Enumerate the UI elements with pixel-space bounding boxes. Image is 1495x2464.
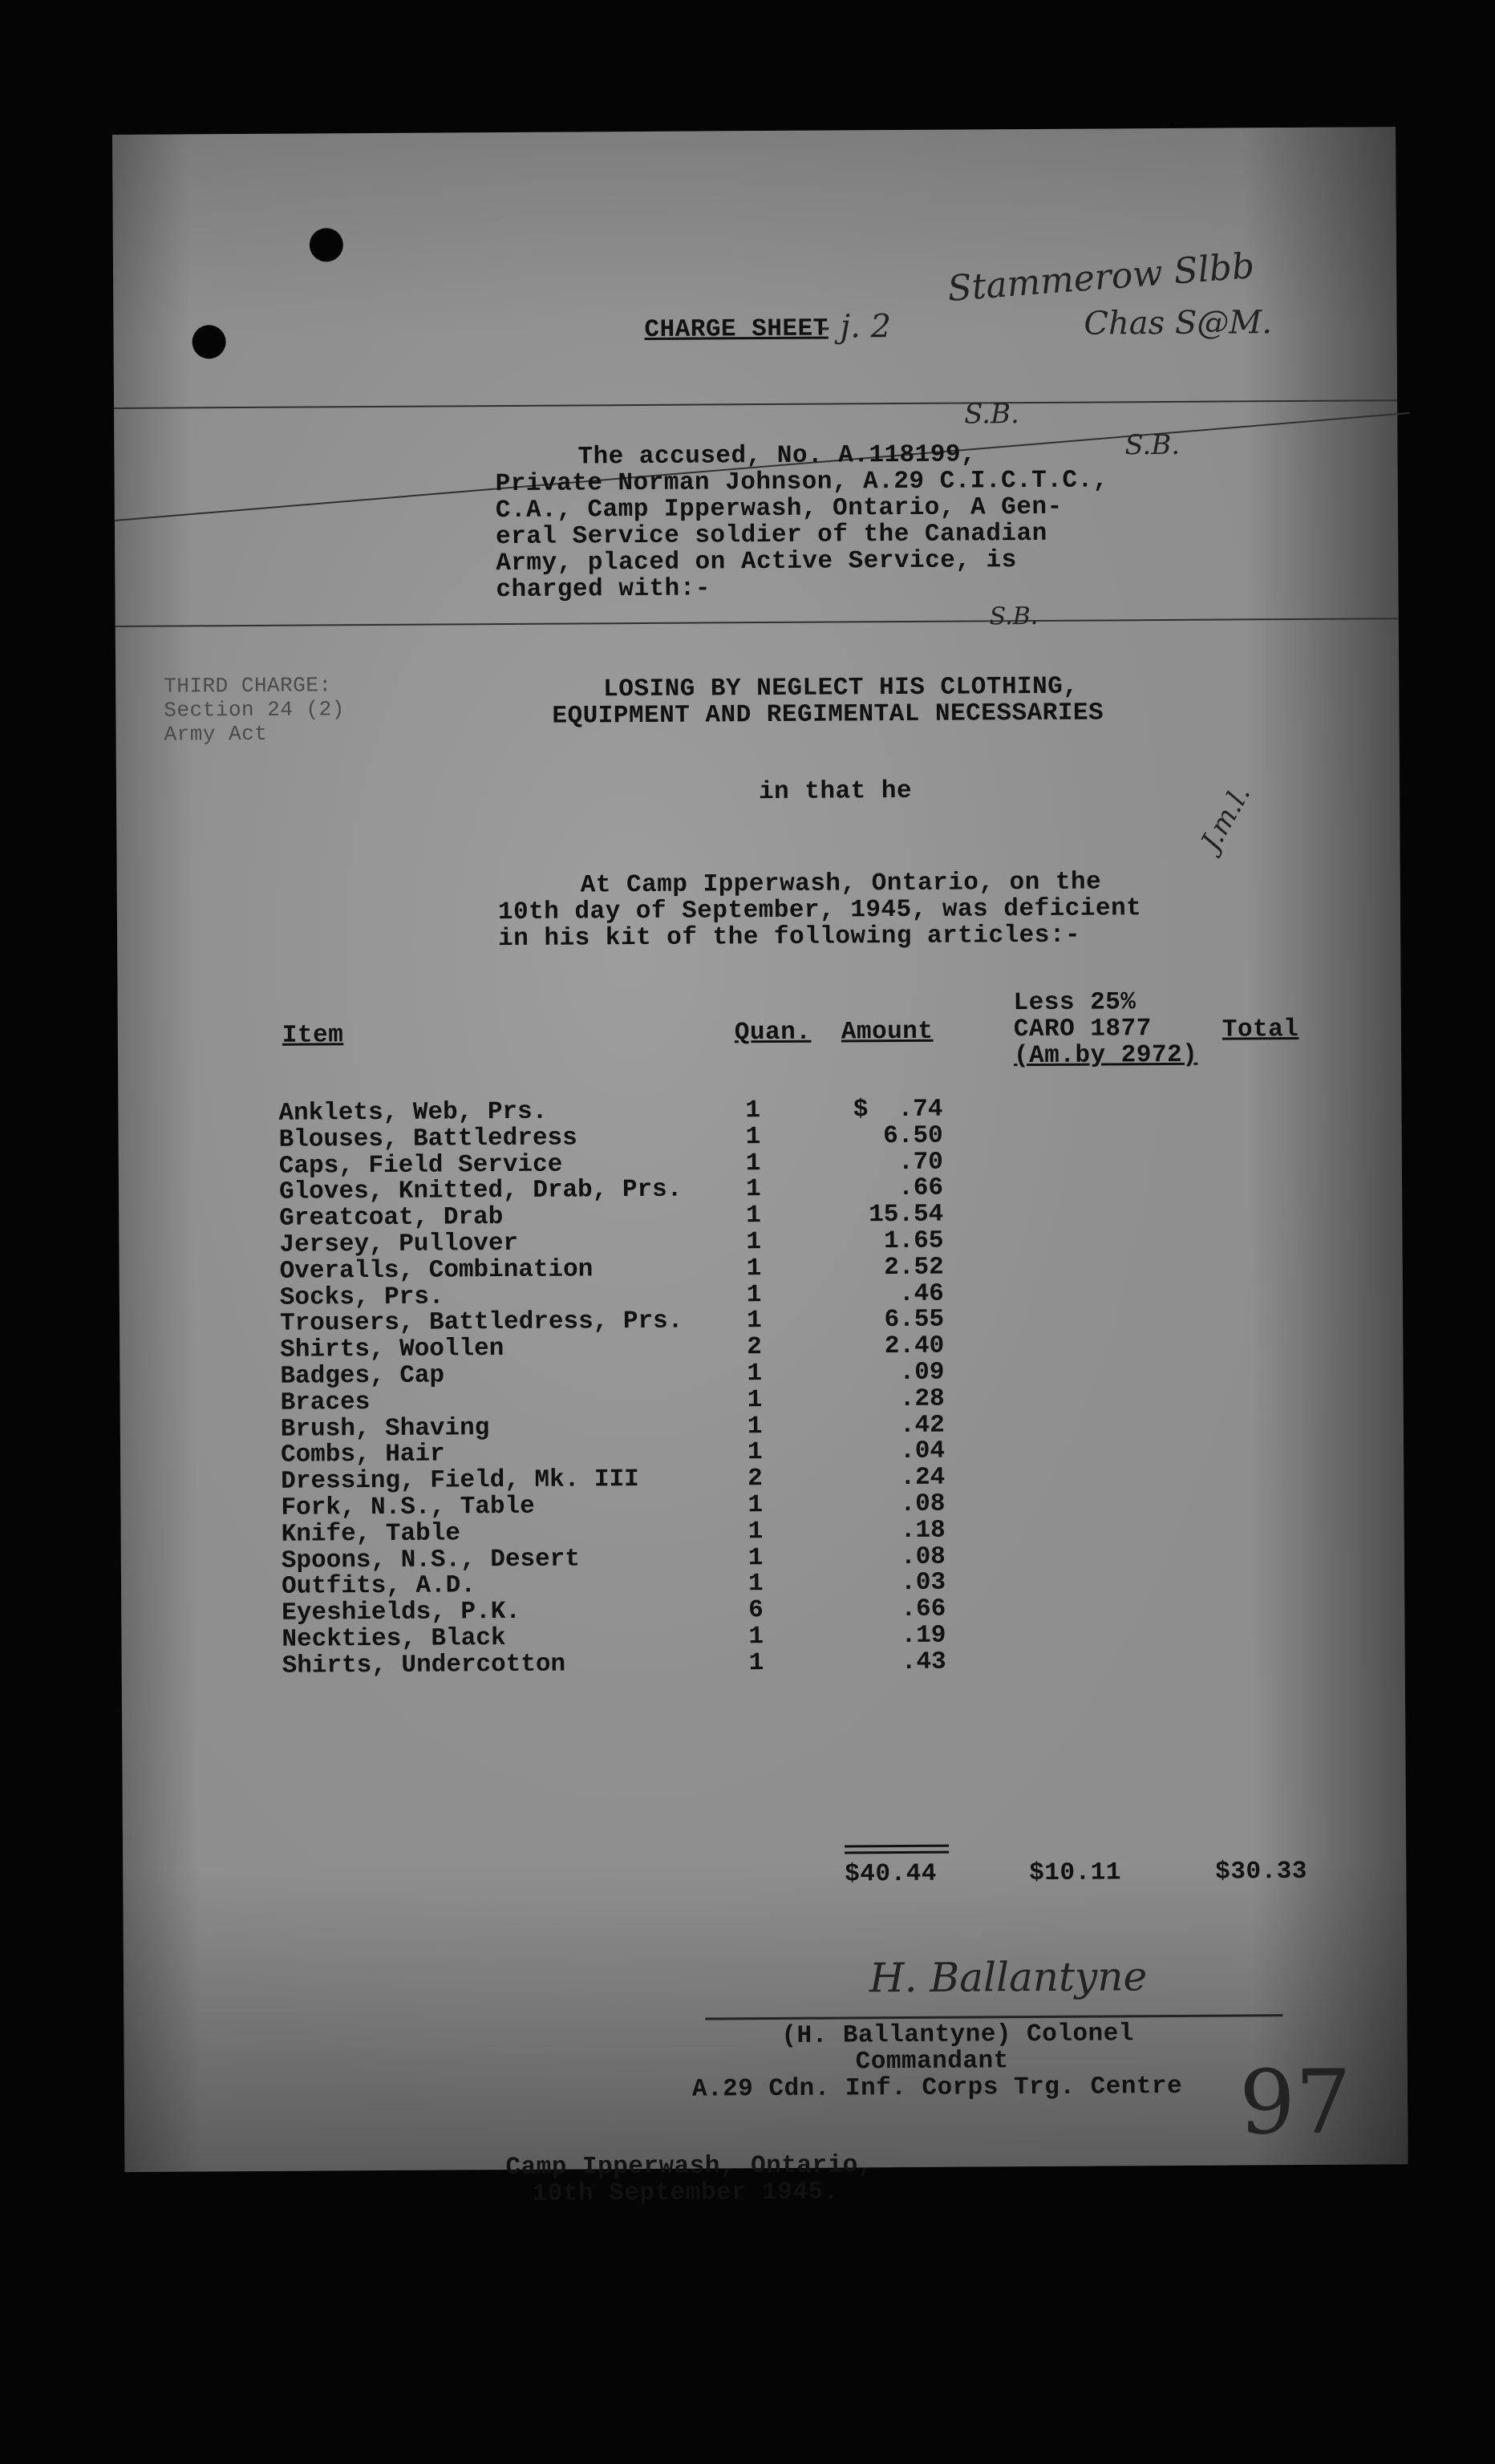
page-number: 97 [1238, 2050, 1352, 2154]
row-quantity: 1 [745, 1122, 761, 1151]
row-item: Braces [280, 1388, 371, 1417]
row-quantity: 1 [748, 1648, 764, 1677]
handwritten-note-top-right: Chas S@M. [1084, 304, 1273, 342]
row-quantity: 1 [746, 1307, 762, 1335]
row-item: Gloves, Knitted, Drab, Prs. [278, 1176, 683, 1207]
particulars-line-3: in his kit of the following articles:- [498, 921, 1081, 954]
charge-heading-line-1: LOSING BY NEGLECT HIS CLOTHING, [603, 672, 1079, 704]
row-quantity: 1 [747, 1412, 763, 1441]
row-amount: 15.54 [869, 1200, 944, 1230]
row-item: Caps, Field Service [278, 1150, 563, 1181]
page-title: CHARGE SHEET [644, 314, 829, 344]
margin-note-charge: THIRD CHARGE: [164, 673, 332, 699]
row-item: Outfits, A.D. [281, 1571, 476, 1602]
column-header-total: Total [1222, 1015, 1299, 1044]
accused-line-4: eral Service soldier of the Canadian [495, 519, 1047, 552]
row-quantity: 6 [748, 1596, 764, 1625]
row-item: Eyeshields, P.K. [282, 1598, 521, 1627]
punch-hole-top [310, 228, 343, 261]
column-header-amount: Amount [841, 1017, 934, 1047]
particulars-line-2: 10th day of September, 1945, was deficient [497, 894, 1142, 927]
row-amount: .66 [898, 1174, 944, 1203]
row-quantity: 1 [748, 1623, 764, 1651]
row-item: Blouses, Battledress [278, 1124, 577, 1154]
signature-title: Commandant [855, 2047, 1009, 2077]
row-amount: .28 [899, 1384, 945, 1413]
row-amount: .46 [898, 1279, 944, 1308]
row-amount: .09 [899, 1358, 945, 1388]
row-item: Combs, Hair [280, 1440, 445, 1470]
title-annotation: - j. 2 [819, 308, 892, 346]
row-item: Jersey, Pullover [279, 1229, 519, 1259]
divider-top [114, 399, 1397, 409]
divider-bottom [115, 618, 1399, 627]
row-quantity: 1 [746, 1228, 762, 1257]
row-quantity: 1 [746, 1202, 761, 1230]
margin-note-act: Army Act [164, 721, 268, 747]
initials-3: S.B. [989, 602, 1039, 631]
accused-line-2: Private Norman Johnson, A.29 C.I.C.T.C., [495, 466, 1108, 499]
row-quantity: 1 [745, 1149, 761, 1177]
row-quantity: 1 [747, 1438, 763, 1467]
row-amount: 2.52 [884, 1253, 944, 1282]
row-item: Trousers, Battledress, Prs. [279, 1307, 683, 1339]
row-item: Anklets, Web, Prs. [278, 1097, 548, 1128]
row-amount: $ .74 [853, 1095, 943, 1125]
margin-note-section: Section 24 (2) [164, 697, 345, 723]
row-quantity: 2 [747, 1333, 762, 1362]
row-amount: .18 [900, 1516, 946, 1545]
signature-line [705, 2014, 1282, 2020]
row-quantity: 1 [748, 1491, 764, 1520]
signature-name: (H. Ballantyne) Colonel [781, 2020, 1134, 2050]
row-quantity: 1 [747, 1360, 763, 1388]
row-quantity: 2 [748, 1465, 763, 1493]
initials-2: S.B. [1124, 428, 1181, 462]
row-item: Brush, Shaving [280, 1413, 490, 1444]
row-quantity: 1 [748, 1517, 764, 1546]
column-header-less-2: CARO 1877 [1013, 1015, 1152, 1044]
row-quantity: 1 [747, 1385, 763, 1414]
row-amount: 6.50 [883, 1121, 943, 1150]
column-header-less-3: (Am.by 2972) [1013, 1040, 1198, 1071]
punch-hole-left [192, 325, 225, 359]
total-rule-2 [845, 1851, 949, 1854]
row-item: Socks, Prs. [279, 1283, 444, 1312]
row-item: Knife, Table [281, 1519, 461, 1549]
row-amount: .43 [901, 1647, 946, 1676]
particulars-line-1: At Camp Ipperwash, Ontario, on the [580, 868, 1102, 900]
row-quantity: 1 [748, 1570, 764, 1599]
charge-heading-line-2: EQUIPMENT AND REGIMENTAL NECESSARIES [552, 699, 1104, 731]
column-header-quan: Quan. [734, 1018, 812, 1048]
place-line: Camp Ipperwash, Ontario, [505, 2151, 874, 2182]
row-amount: .19 [901, 1621, 946, 1651]
row-item: Overalls, Combination [279, 1255, 594, 1286]
total-rule-1 [845, 1845, 949, 1848]
accused-line-1: The accused, No. A.118199, [577, 440, 977, 472]
row-amount: 1.65 [883, 1226, 944, 1256]
handwritten-name-top-right: Stammerow Slbb [946, 245, 1256, 310]
row-amount: 2.40 [884, 1331, 945, 1361]
handwritten-signature: H. Ballantyne [869, 1953, 1148, 2002]
row-quantity: 1 [745, 1175, 761, 1204]
row-item: Shirts, Woollen [280, 1335, 504, 1364]
accused-line-5: Army, placed on Active Service, is [496, 546, 1017, 578]
row-item: Badges, Cap [280, 1361, 445, 1391]
row-item: Fork, N.S., Table [281, 1492, 535, 1522]
row-quantity: 1 [745, 1096, 761, 1125]
accused-line-6: charged with:- [496, 574, 711, 605]
row-item: Greatcoat, Drab [279, 1203, 504, 1233]
row-quantity: 1 [748, 1543, 764, 1572]
row-quantity: 1 [746, 1280, 762, 1309]
row-item: Shirts, Undercotton [282, 1650, 566, 1680]
row-item: Spoons, N.S., Desert [281, 1545, 581, 1575]
total-net: $30.33 [1215, 1857, 1307, 1886]
row-item: Dressing, Field, Mk. III [281, 1465, 639, 1496]
row-amount: .08 [900, 1489, 946, 1519]
total-amount: $40.44 [845, 1859, 937, 1889]
column-header-item: Item [282, 1021, 344, 1050]
date-line: 10th September 1945. [532, 2178, 839, 2208]
row-amount: .03 [901, 1569, 946, 1598]
in-that-he: in that he [758, 776, 913, 807]
total-less: $10.11 [1029, 1858, 1121, 1888]
document-sheet [112, 127, 1408, 2208]
column-header-less-1: Less 25% [1013, 988, 1136, 1018]
signature-unit: A.29 Cdn. Inf. Corps Trg. Centre [691, 2072, 1183, 2104]
margin-initials: J.m.l. [1194, 780, 1258, 857]
row-amount: .04 [900, 1437, 946, 1466]
row-amount: 6.55 [884, 1306, 945, 1335]
accused-line-3: C.A., Camp Ipperwash, Ontario, A Gen- [495, 492, 1063, 525]
initials-1: S.B. [964, 398, 1019, 431]
row-amount: .08 [900, 1542, 946, 1571]
row-amount: .42 [899, 1411, 945, 1440]
row-amount: .24 [900, 1463, 946, 1493]
row-amount: .66 [901, 1595, 946, 1624]
row-amount: .70 [897, 1148, 943, 1177]
row-quantity: 1 [746, 1254, 762, 1283]
row-item: Neckties, Black [282, 1624, 506, 1654]
